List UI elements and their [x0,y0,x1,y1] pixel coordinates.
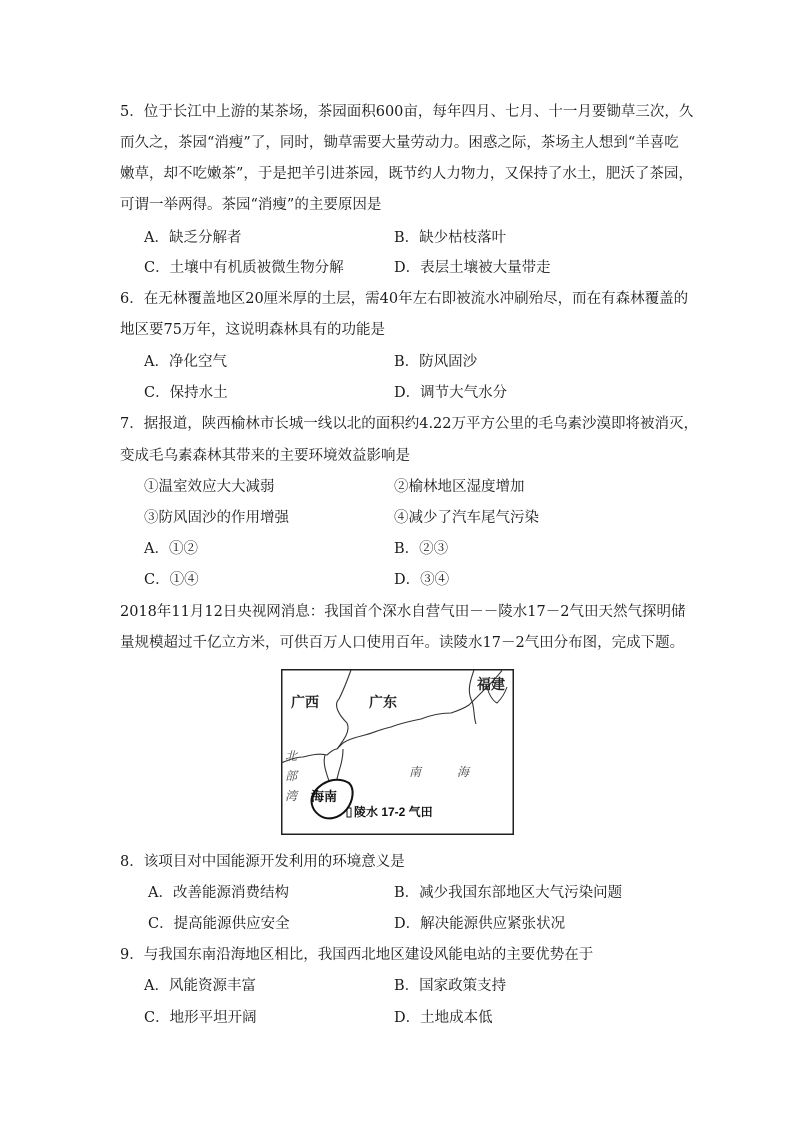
q6-stem-line-1: 6．在无林覆盖地区20厘米厚的土层，需40年左右即被流水冲刷殆尽，而在有森林覆盖的 [120,291,689,307]
label-beibuwan-1: 北 [285,749,298,763]
q7-option-a: A．①② [144,541,198,557]
intro-line-2: 量规模超过千亿立方米，可供百万人口使用百年。读陵水17－2气田分布图，完成下题。 [120,635,685,651]
q5-stem-line-3: 嫩草，却不吃嫩茶”，于是把羊引进茶园，既节约人力物力，又保持了水土，肥沃了茶园， [120,166,693,182]
q8-stem-line-1: 8．该项目对中国能源开发利用的环境意义是 [120,854,405,870]
q8-option-a: A．改善能源消费结构 [148,885,289,901]
q9-option-b: B．国家政策支持 [394,978,507,994]
q5-option-b: B．缺少枯枝落叶 [394,230,507,246]
label-gas-field: 陵水 17-2 气田 [354,805,433,819]
q5-option-c: C．土壤中有机质被微生物分解 [144,260,344,276]
q7-stem-line-2: 变成毛乌素森林其带来的主要环境效益影响是 [120,448,410,464]
q9-option-c: C．地形平坦开阔 [144,1010,257,1026]
q5-stem-line-1: 5．位于长江中上游的某茶场，茶园面积600亩，每年四月、七月、十一月要锄草三次，久 [120,104,694,120]
lingshui-gas-field-map [281,669,514,835]
q5-stem-line-4: 可谓一举两得。茶园“消瘦”的主要原因是 [120,197,382,213]
q7-statement-3: ③防风固沙的作用增强 [144,510,289,526]
q8-option-c: C．提高能源供应安全 [148,916,290,932]
q6-option-c: C．保持水土 [144,385,228,401]
q9-option-a: A．风能资源丰富 [144,978,256,994]
q5-option-a: A．缺乏分解者 [144,230,242,246]
q9-option-d: D．土地成本低 [394,1010,493,1026]
label-guangxi: 广西 [291,694,319,710]
q7-option-b: B．②③ [394,541,449,557]
label-nanhai-1: 南 [409,765,422,779]
label-guangdong: 广东 [369,694,397,710]
q6-stem-line-2: 地区要75万年，这说明森林具有的功能是 [120,322,385,338]
q8-option-d: D．解决能源供应紧张状况 [394,916,566,932]
q7-stem-line-1: 7．据报道，陕西榆林市长城一线以北的面积约4.22万平方公里的毛乌素沙漠即将被消灭， [120,416,699,432]
q7-statement-1: ①温室效应大大减弱 [144,479,275,495]
q7-option-d: D．③④ [394,572,450,588]
q5-option-d: D．表层土壤被大量带走 [394,260,551,276]
label-hainan: 海南 [311,789,338,804]
q6-option-d: D．调节大气水分 [394,385,508,401]
q7-statement-2: ②榆林地区湿度增加 [394,479,525,495]
q7-option-c: C．①④ [144,572,199,588]
q8-option-b: B．减少我国东部地区大气污染问题 [394,885,623,901]
label-nanhai-2: 海 [457,765,470,779]
intro-line-1: 2018年11月12日央视网消息：我国首个深水自营气田－－陵水17－2气田天然气探明储 [120,604,686,620]
q6-option-b: B．防风固沙 [394,354,478,370]
label-beibuwan-2: 部 [285,769,298,783]
q5-stem-line-2: 而久之，茶园“消瘦”了，同时，锄草需要大量劳动力。困惑之际，茶场主人想到“羊喜吃 [120,135,679,151]
label-beibuwan-3: 湾 [285,789,298,803]
label-fujian: 福建 [477,676,505,692]
q6-option-a: A．净化空气 [144,354,227,370]
q9-stem-line-1: 9．与我国东南沿海地区相比，我国西北地区建设风能电站的主要优势在于 [120,947,594,963]
q7-statement-4: ④减少了汽车尾气污染 [394,510,539,526]
